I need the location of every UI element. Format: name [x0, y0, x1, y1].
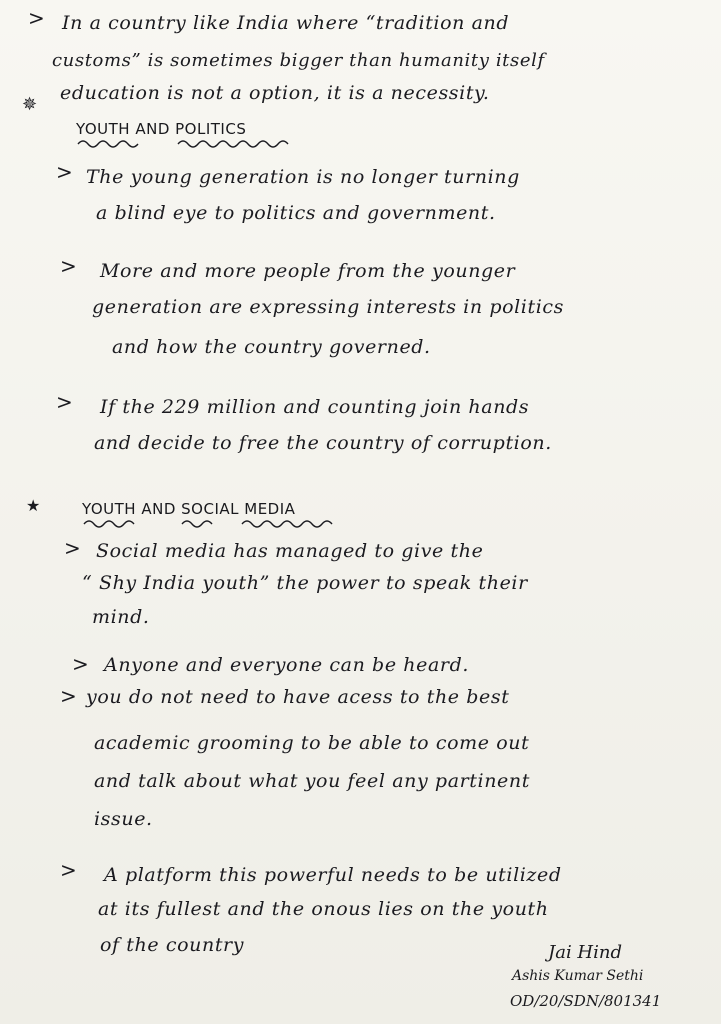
arrow-marker: >: [56, 390, 73, 414]
social-point-3-line-2: academic grooming to be able to come out: [94, 732, 530, 754]
politics-point-2-line-2: generation are expressing interests in politics: [92, 296, 564, 318]
arrow-marker: >: [72, 652, 89, 676]
signature-name: Ashis Kumar Sethi: [512, 968, 644, 984]
social-point-3-line-4: issue.: [94, 808, 153, 830]
social-point-1-line-2: “ Shy India youth” the power to speak their: [82, 572, 528, 594]
flower-doodle-icon: ✵: [22, 94, 38, 115]
arrow-marker: >: [64, 536, 81, 560]
intro-line-1: In a country like India where “tradition and: [62, 12, 510, 34]
politics-point-1-line-1: The young generation is no longer turning: [86, 166, 520, 188]
arrow-marker: >: [60, 254, 77, 278]
social-point-4-line-2: at its fullest and the onous lies on the youth: [98, 898, 549, 920]
signature-id: OD/20/SDN/801341: [510, 992, 662, 1010]
politics-point-3-line-1: If the 229 million and counting join hands: [100, 396, 530, 418]
social-point-1-line-3: mind.: [92, 606, 150, 628]
arrow-marker: >: [28, 6, 45, 30]
social-point-4-line-3: of the country: [100, 934, 245, 956]
politics-point-2-line-1: More and more people from the younger: [100, 260, 516, 282]
politics-point-2-line-3: and how the country governed.: [112, 336, 431, 358]
section-heading-politics: YOUTH AND POLITICS: [76, 120, 247, 138]
heading-underline-squiggle: [82, 518, 372, 530]
politics-point-3-line-2: and decide to free the country of corruption.: [94, 432, 552, 454]
signature-greeting: Jai Hind: [548, 942, 622, 963]
arrow-marker: >: [60, 858, 77, 882]
social-point-3-line-3: and talk about what you feel any partinent: [94, 770, 530, 792]
social-point-3-line-1: you do not need to have acess to the best: [86, 686, 510, 708]
arrow-marker: >: [56, 160, 73, 184]
politics-point-1-line-2: a blind eye to politics and government.: [96, 202, 496, 224]
intro-line-3: education is not a option, it is a necessity.: [60, 82, 490, 104]
social-point-1-line-1: Social media has managed to give the: [96, 540, 484, 562]
social-point-2-line-1: Anyone and everyone can be heard.: [104, 654, 470, 676]
social-point-4-line-1: A platform this powerful needs to be utilized: [104, 864, 562, 886]
arrow-marker: >: [60, 684, 77, 708]
star-icon: ★: [26, 496, 41, 515]
section-heading-social-media: YOUTH AND SOCIAL MEDIA: [82, 500, 296, 518]
heading-underline-squiggle: [76, 138, 316, 150]
intro-line-2: customs” is sometimes bigger than humanity itself: [52, 50, 545, 71]
